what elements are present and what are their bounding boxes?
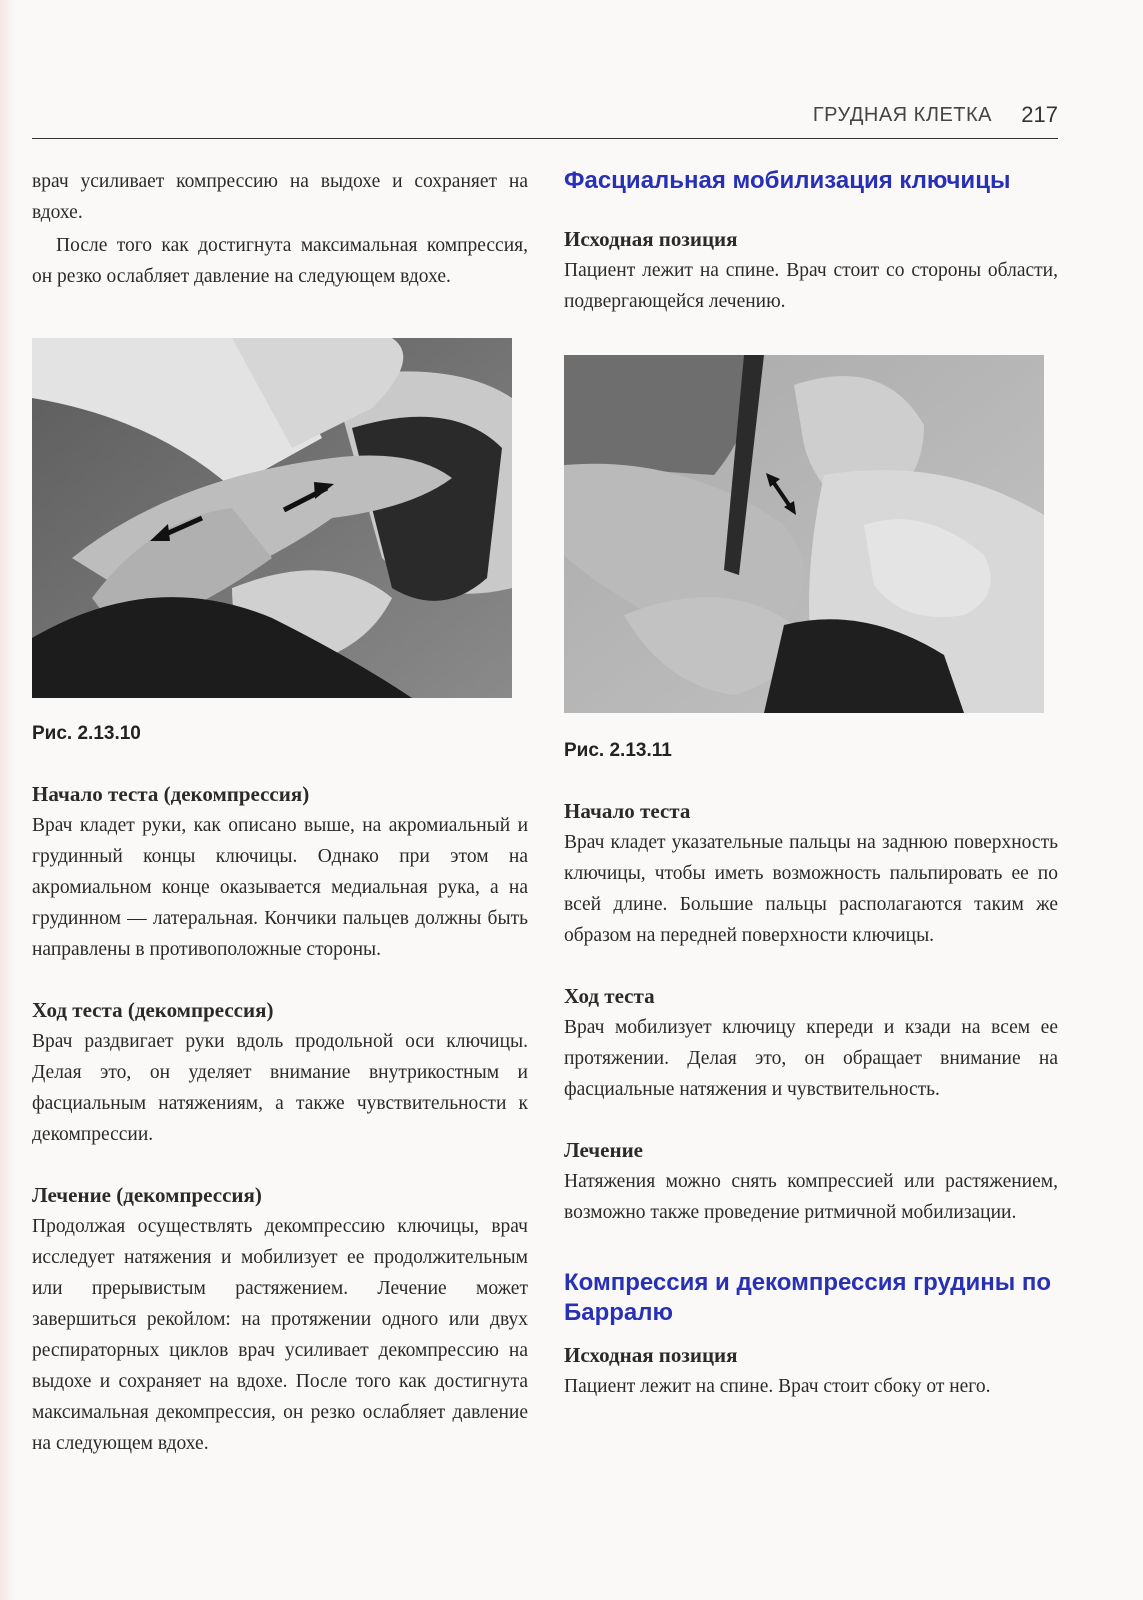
section-heading: Ход теста (декомпрессия) bbox=[32, 998, 274, 1022]
figure-caption-left: Рис. 2.13.10 bbox=[32, 723, 141, 744]
section-paragraph: Врач раздвигает руки вдоль продольной оси ключицы. Делая это, он уделяет внимание внутрикостным и фасциальным натяжениям, а также чувствительности к декомпрессии. bbox=[32, 1031, 528, 1145]
figure-2-13-11-photo bbox=[564, 355, 1044, 713]
section-title: Фасциальная мобилизация ключицы bbox=[564, 167, 1011, 194]
left-column bbox=[32, 166, 528, 1459]
section-paragraph: Врач кладет указательные пальцы на заднюю поверхность ключицы, чтобы иметь возможность пальпировать ее по всей длине. Большие пальцы располагаются таким же образом на передней поверхности ключицы. bbox=[564, 832, 1058, 946]
section-heading: Лечение (декомпрессия) bbox=[32, 1183, 262, 1207]
figure-2-13-10-photo bbox=[32, 338, 512, 698]
section-heading: Ход теста bbox=[564, 984, 655, 1008]
page-edge bbox=[0, 0, 16, 1600]
running-title: ГРУДНАЯ КЛЕТКА bbox=[812, 104, 992, 126]
section-paragraph: Пациент лежит на спине. Врач стоит сбоку от него. bbox=[564, 1376, 991, 1397]
photo-illustration bbox=[564, 355, 1044, 713]
section-heading: Начало теста (декомпрессия) bbox=[32, 782, 310, 806]
intro-paragraph-1: врач усиливает компрессию на выдохе и сохраняет на вдохе. bbox=[32, 171, 528, 223]
intro-paragraph-2: После того как достигнута максимальная компрессия, он резко ослабляет давление на следующем вдохе. bbox=[32, 235, 528, 287]
section-heading: Лечение bbox=[564, 1138, 643, 1162]
page-number: 217 bbox=[1021, 102, 1058, 127]
section-paragraph: Натяжения можно снять компрессией или растяжением, возможно также проведение ритмичной мобилизации. bbox=[564, 1171, 1058, 1223]
section-paragraph: Пациент лежит на спине. Врач стоит со стороны области, подвергающейся лечению. bbox=[564, 260, 1058, 312]
section-paragraph: Врач кладет руки, как описано выше, на акромиальный и грудинный концы ключицы. Однако при этом на акромиальном конце оказывается медиальная рука, а на грудинном — латеральная. Кончики пальцев должны быть направлены в противоположные стороны. bbox=[32, 815, 528, 960]
section-paragraph: Врач мобилизует ключицу кпереди и кзади на всем ее протяжении. Делая это, он обращает внимание на фасциальные натяжения и чувствительность. bbox=[564, 1017, 1058, 1100]
section-title: Компрессия и декомпрессия грудины по Барралю bbox=[564, 1269, 1052, 1326]
section-paragraph: Продолжая осуществлять декомпрессию ключицы, врач исследует натяжения и мобилизует ее продолжительным или прерывистым растяжением. Лечение может завершиться рекойлом: на протяжении одного или двух респираторных циклов врач усиливает декомпрессию на выдохе и сохраняет на вдохе. После того как достигнута максимальная декомпрессия, он резко ослабляет давление на следующем вдохе. bbox=[32, 1216, 528, 1454]
photo-illustration bbox=[32, 338, 512, 698]
running-header bbox=[32, 100, 1058, 139]
right-column bbox=[564, 166, 1058, 1402]
section-heading: Исходная позиция bbox=[564, 1343, 738, 1367]
section-heading: Исходная позиция bbox=[564, 227, 738, 251]
figure-caption-right: Рис. 2.13.11 bbox=[564, 740, 672, 761]
section-heading: Начало теста bbox=[564, 799, 691, 823]
